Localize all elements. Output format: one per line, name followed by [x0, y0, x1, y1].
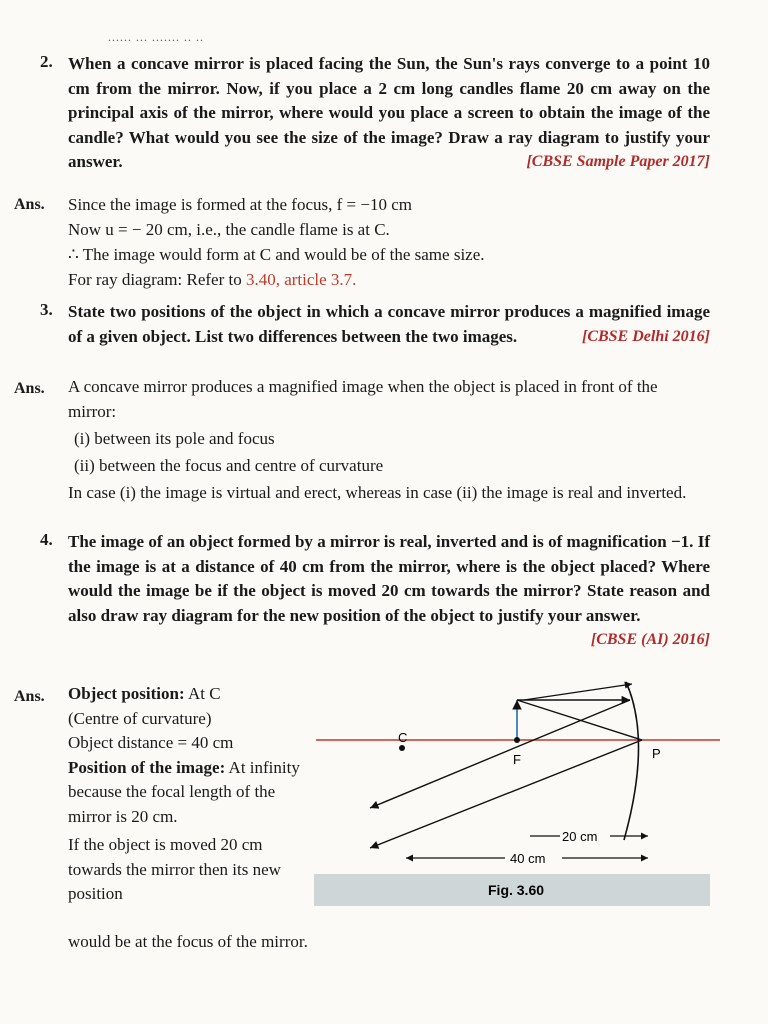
answer-line: For ray diagram: Refer to 3.40, article 3.7.: [68, 270, 357, 289]
question-3: [40, 300, 710, 349]
question-text: When a concave mirror is placed facing the Sun, the Sun's rays converge to a point 10 cm from the mirror. Now, if you place a 2 cm long candles flame 20 cm away on the principal axis of the mirror, where would you place a screen to obtain the image of the candle? What would you see the size of the image? Draw a ray diagram to justify your answer.: [68, 54, 710, 171]
answer-label: Ans.: [14, 380, 45, 397]
question-number: 3.: [40, 300, 53, 319]
answer-line: ∴ The image would form at C and would be of the same size.: [68, 245, 485, 264]
ray-diagram: [310, 676, 720, 916]
object-position-label: Object position:: [68, 684, 185, 703]
answer-label: Ans.: [14, 688, 45, 705]
answer-last-line: would be at the focus of the mirror.: [68, 932, 308, 951]
ray-to-pole: [517, 700, 642, 740]
dimension-40: 40 cm: [510, 851, 546, 866]
source-tag: [CBSE Sample Paper 2017]: [526, 153, 710, 170]
centre-point: [399, 745, 405, 751]
figure-caption: Fig. 3.60: [488, 882, 545, 898]
answer-3: [68, 374, 706, 505]
question-text: The image of an object formed by a mirror is real, inverted and is of magnification −1. If the image is at a distance of 40 cm from the mirror, where is the object placed? Where would the image be if the object is moved 20 cm towards the mirror? State reason and also draw ray diagram for the new position of the object to justify your answer.: [68, 532, 710, 625]
label-p: P: [652, 746, 661, 761]
focus-point: [514, 737, 520, 743]
question-2: [40, 52, 710, 175]
answer-line: Since the image is formed at the focus, f = −10 cm: [68, 195, 412, 214]
reflected-ray-1: [370, 700, 630, 808]
answer-conclusion: In case (i) the image is virtual and erect, whereas in case (ii) the image is real and inverted.: [68, 483, 687, 502]
source-tag: [CBSE Delhi 2016]: [581, 327, 710, 345]
concave-mirror: [624, 682, 639, 840]
answer-2: [68, 192, 706, 292]
object-distance: Object distance = 40 cm: [68, 733, 234, 752]
answer-line: Now u = − 20 cm, i.e., the candle flame is at C.: [68, 220, 390, 239]
dimension-20: 20 cm: [562, 829, 598, 844]
question-text: State two positions of the object in which a concave mirror produces a magnified image of a given object. List two differences between the two images.: [68, 302, 710, 346]
reference-link[interactable]: 3.40, article 3.7.: [245, 270, 357, 289]
ray-upper: [524, 684, 632, 700]
list-item: (i) between its pole and focus: [74, 429, 275, 448]
question-number: 4.: [40, 530, 53, 549]
question-number: 2.: [40, 52, 53, 71]
reflected-ray-2: [370, 740, 642, 848]
image-position-value: At infinity because the focal length of the mirror is 20 cm.: [68, 757, 300, 826]
answer-intro: A concave mirror produces a magnified image when the object is placed in front of the mirror:: [68, 377, 658, 421]
answer-4: [68, 682, 308, 907]
label-c: C: [398, 730, 408, 745]
object-position-note: (Centre of curvature): [68, 708, 212, 728]
label-f: F: [513, 752, 521, 767]
moved-text: If the object is moved 20 cm towards the mirror then its new position: [68, 835, 281, 903]
image-position-label: Position of the image:: [68, 757, 226, 777]
source-tag: [CBSE (AI) 2016]: [590, 631, 710, 648]
list-item: (ii) between the focus and centre of curvature: [74, 456, 384, 475]
answer-label: Ans.: [14, 196, 45, 213]
question-4: [40, 530, 710, 653]
object-position-value: At C: [187, 684, 221, 703]
cropped-line: ...... ... ....... .. ..: [108, 30, 204, 44]
